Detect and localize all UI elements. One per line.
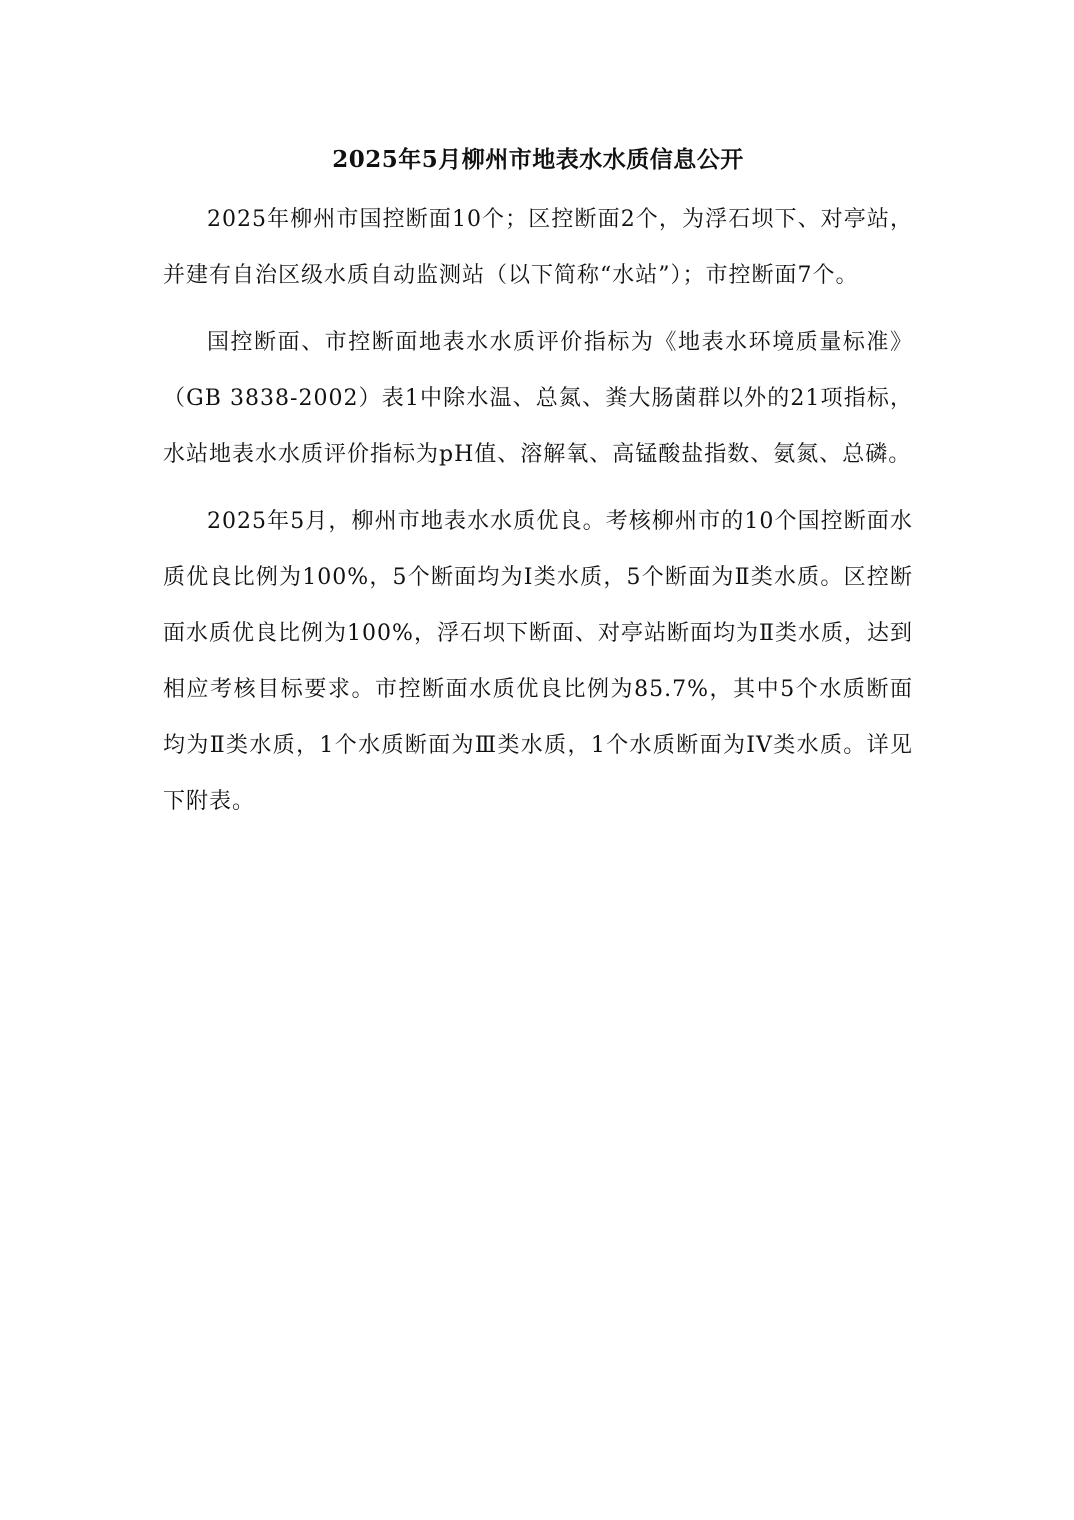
paragraph-evaluation-indicators: 国控断面、市控断面地表水水质评价指标为《地表水环境质量标准》（GB 3838-2002）表1中除水温、总氮、粪大肠菌群以外的21项指标，水站地表水水质评价指标为pH值、溶解氧、高锰酸盐指数、氨氮、总磷。 — [163, 330, 913, 467]
document-body — [163, 140, 913, 841]
paragraph-water-quality-results: 2025年5月，柳州市地表水水质优良。考核柳州市的10个国控断面水质优良比例为100%，5个断面均为Ⅰ类水质，5个断面为Ⅱ类水质。区控断面水质优良比例为100%，浮石坝下断面、对亭站断面均为Ⅱ类水质，达到相应考核目标要求。市控断面水质优良比例为85.7%，其中5个水质断面均为Ⅱ类水质，1个水质断面为Ⅲ类水质，1个水质断面为IV类水质。详见下附表。 — [163, 509, 913, 814]
document-title: 2025年5月柳州市地表水水质信息公开 — [332, 146, 744, 173]
paragraph-monitoring-sections: 2025年柳州市国控断面10个；区控断面2个，为浮石坝下、对亭站，并建有自治区级水质自动监测站（以下简称“水站”）；市控断面7个。 — [163, 207, 913, 288]
